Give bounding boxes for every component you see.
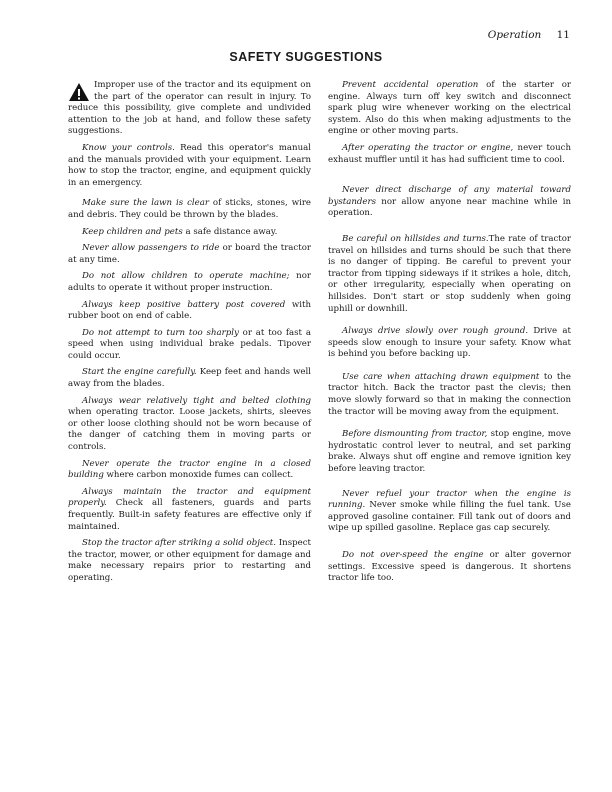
- left-column: [68, 80, 311, 585]
- right-suggestion-list: [328, 80, 571, 585]
- page-number: 11: [556, 29, 570, 41]
- suggestion-text: nor allow anyone near machine while in operation.: [328, 196, 571, 219]
- safety-suggestion: [328, 372, 571, 418]
- suggestion-lead: Always maintain the tractor and equipment properly.: [68, 486, 311, 509]
- intro-text: Improper use of the tractor and its equipment on the part of the operator can result in injury. To reduce this possibility, give complete and undivided attention to the job at hand, and follow these safety suggestions.: [68, 80, 311, 137]
- suggestion-lead: Do not attempt to turn too sharply: [82, 327, 239, 338]
- suggestion-text: a safe distance away.: [182, 226, 278, 237]
- suggestion-lead: Prevent accidental operation: [342, 80, 479, 90]
- suggestion-lead: Keep children and pets: [82, 226, 183, 237]
- suggestion-lead: Make sure the lawn is clear: [82, 198, 209, 209]
- section-name: Operation: [487, 29, 542, 41]
- suggestion-text: Never smoke while filling the fuel tank. Use approved gasoline container. Fill tank out of doors and wipe up spilled gasoline. Replace gas cap securely.: [328, 500, 571, 534]
- suggestion-text: Keep feet and hands well away from the blades.: [68, 367, 312, 390]
- suggestion-text: or alter governor settings. Excessive speed is dangerous. It shortens tractor life too.: [328, 550, 571, 584]
- suggestion-text: nor adults to operate it without proper instruction.: [68, 271, 311, 293]
- safety-suggestion: [68, 538, 311, 584]
- suggestion-text: Check all fasteners, guards and parts frequently. Built-in safety features are effective only if maintained.: [68, 498, 311, 532]
- suggestion-text: Read this operator's manual and the manuals provided with your equipment. Learn how to stop the tractor, engine, and equipment quickly in an emergency.: [68, 142, 311, 188]
- suggestion-text: where carbon monoxide fumes can collect.: [103, 470, 294, 481]
- suggestion-text: with rubber boot on end of cable.: [68, 299, 311, 322]
- suggestion-text: to the tractor hitch. Back the tractor past the clevis; then move slowly forward so that in making the connection the tractor will be moving away from the equipment.: [328, 371, 572, 417]
- suggestion-lead: Always drive slowly over rough ground.: [342, 326, 529, 337]
- safety-suggestion: [328, 185, 571, 220]
- page-title: SAFETY SUGGESTIONS: [229, 50, 383, 64]
- safety-suggestion: [68, 243, 311, 266]
- safety-suggestion: [68, 487, 311, 533]
- safety-suggestion: [68, 227, 311, 239]
- suggestion-text: The rate of tractor travel on hillsides and turns should be such that there is no danger of tipping. Be careful to prevent your tractor from tipping sideways if it strikes a hole, ditch, or other irregularity, especially when operating on hillsides. Don't start or stop suddenly when going uphill or downhill.: [328, 233, 571, 314]
- safety-suggestion: [68, 459, 311, 482]
- suggestion-lead: Always wear relatively tight and belted clothing: [82, 395, 311, 406]
- safety-suggestion: [68, 328, 311, 363]
- suggestion-lead: Do not allow children to operate machine;: [82, 271, 290, 282]
- suggestion-text: of the starter or engine. Always turn off key switch and disconnect spark plug wire whenever working on the electrical system. Also do this when making adjustments to the engine or other moving parts.: [328, 80, 571, 137]
- suggestion-lead: Never refuel your tractor when the engine is running.: [328, 488, 571, 511]
- suggestion-text: when operating tractor. Loose jackets, shirts, sleeves or other loose clothing should not be worn because of the danger of catching them in moving parts or controls.: [68, 407, 311, 453]
- warning-icon: [68, 82, 90, 102]
- safety-suggestion: [68, 367, 311, 390]
- safety-suggestion: [328, 234, 571, 315]
- suggestion-lead: Always keep positive battery post covered: [82, 299, 286, 310]
- safety-suggestion: [328, 143, 571, 166]
- suggestion-text: never touch exhaust muffler until it has had sufficient time to cool.: [328, 142, 571, 165]
- safety-suggestion: [68, 143, 311, 189]
- suggestion-lead: Use care when attaching drawn equipment: [342, 371, 540, 382]
- safety-suggestion: [68, 300, 311, 323]
- suggestion-lead: Do not over-speed the engine: [342, 550, 484, 560]
- safety-suggestion: [68, 271, 311, 294]
- suggestion-lead: Never direct discharge of any material toward bystanders: [328, 185, 571, 207]
- suggestion-lead: Stop the tractor after striking a solid object.: [82, 538, 276, 549]
- intro-paragraph: [68, 80, 311, 138]
- suggestion-lead: Never allow passengers to ride: [82, 243, 220, 254]
- left-suggestion-list: [68, 143, 311, 585]
- safety-suggestion: [328, 80, 571, 138]
- suggestion-lead: Know your controls.: [82, 142, 175, 153]
- suggestion-lead: Start the engine carefully.: [82, 367, 197, 378]
- suggestion-text: or at too fast a speed when using individual brake pedals. Tipover could occur.: [68, 327, 311, 361]
- page-header: [488, 29, 570, 41]
- suggestion-lead: Be careful on hillsides and turns.: [342, 233, 489, 244]
- suggestion-text: Drive at speeds slow enough to insure your safety. Know what is behind you before backing up.: [328, 326, 571, 360]
- safety-suggestion: [68, 198, 311, 221]
- safety-suggestion: [328, 429, 571, 475]
- suggestion-text: of sticks, stones, wire and debris. They could be thrown by the blades.: [68, 198, 312, 220]
- right-column: [328, 80, 571, 585]
- safety-suggestion: [328, 550, 571, 585]
- safety-suggestion: [328, 489, 571, 535]
- suggestion-text: stop engine, move hydrostatic control lever to neutral, and set parking brake. Always shut off engine and remove ignition key before leaving tractor.: [328, 429, 571, 475]
- suggestion-lead: Before dismounting from tractor,: [342, 429, 488, 440]
- safety-suggestion: [68, 396, 311, 454]
- safety-suggestion: [328, 326, 571, 361]
- suggestion-lead: After operating the tractor or engine,: [342, 142, 514, 153]
- suggestion-lead: Never operate the tractor engine in a closed building: [68, 458, 311, 481]
- suggestion-text: Inspect the tractor, mower, or other equipment for damage and make necessary repairs prior to restarting and operating.: [68, 538, 311, 583]
- suggestion-text: or board the tractor at any time.: [68, 243, 311, 265]
